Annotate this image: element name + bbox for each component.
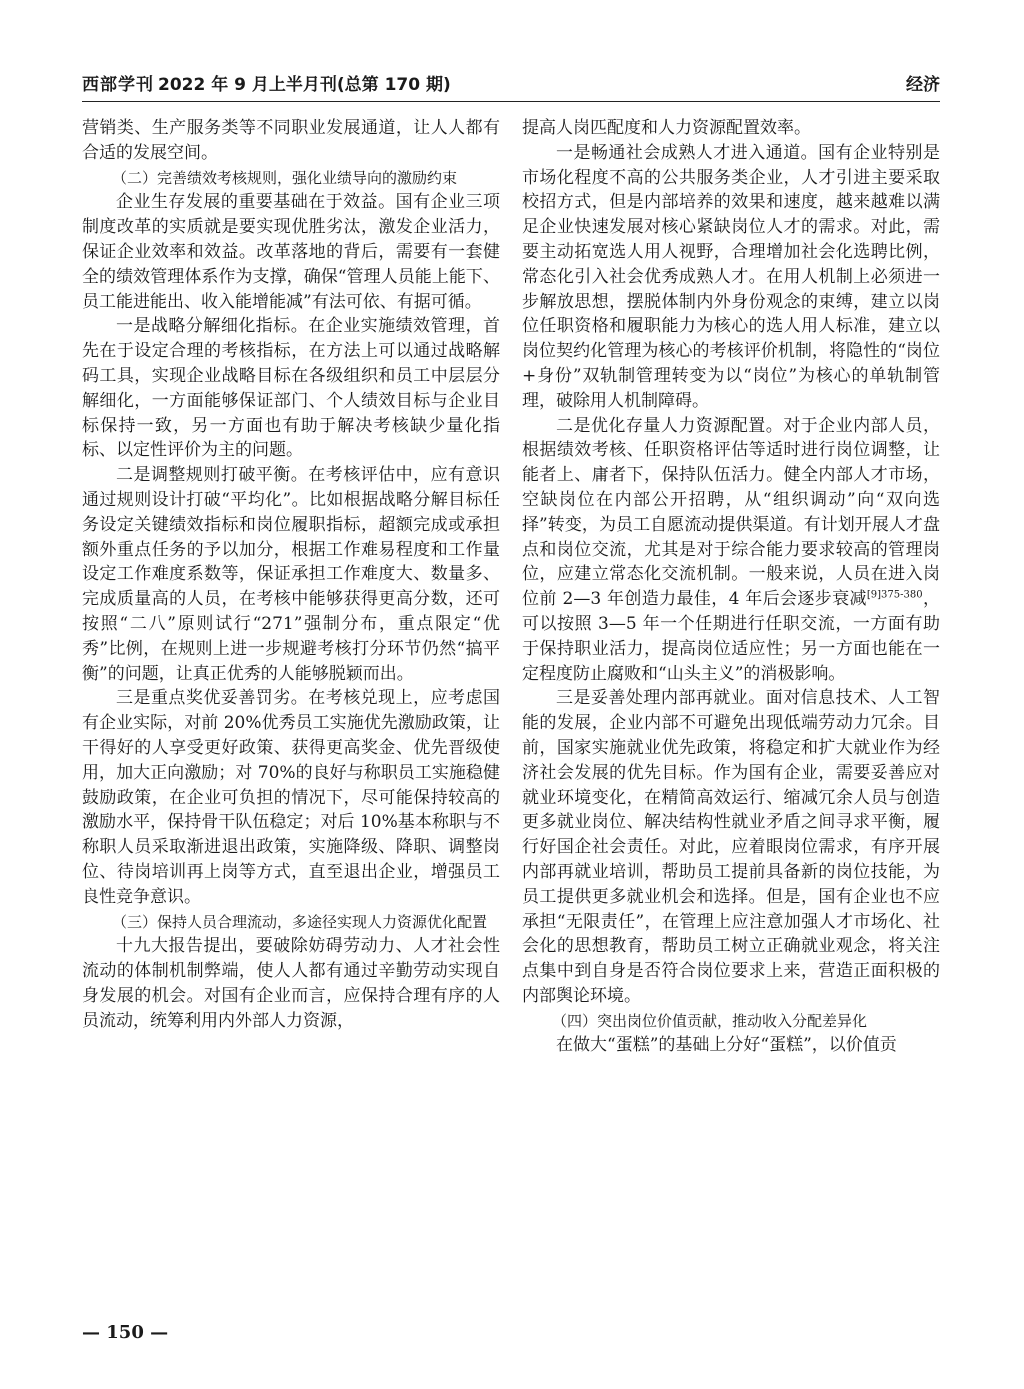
section-heading: （四）突出岗位价值贡献，推动收入分配差异化 — [552, 1011, 868, 1030]
left-column — [82, 116, 500, 1033]
paragraph: 十九大报告提出，要破除妨碍劳动力、人才社会性流动的体制机制弊端，使人人都有通过辛勤劳动实现自身发展的机会。对国有企业而言，应保持合理有序的人员流动，统筹利用内外部人力资源， — [82, 936, 500, 1031]
paragraph: 三是重点奖优妥善罚劣。在考核兑现上，应考虑国有企业实际，对前 20%优秀员工实施优先激励政策，让干得好的人享受更好政策、获得更高奖金、优先晋级使用，加大正向激励；对 70%的良好与称职员工实施稳健鼓励政策，在企业可负担的情况下，尽可能保持较高的激励水平，保持骨干队伍稳定；对后 10%基本称职与不称职人员采取渐进退出政策，实施降级、降职、调整岗位、待岗培训再上岗等方式，直至退出企业，增强员工良性竞争意识。 — [82, 688, 500, 907]
paragraph: 一是畅通社会成熟人才进入通道。国有企业特别是市场化程度不高的公共服务类企业，人才引进主要采取校招方式，但是内部培养的效果和速度，越来越难以满足企业快速发展对核心紧缺岗位人才的需求。对此，需要主动拓宽选人用人视野，合理增加社会化选聘比例，常态化引入社会优秀成熟人才。在用人机制上必须进一步解放思想，摆脱体制内外身份观念的束缚，建立以岗位任职资格和履职能力为核心的选人用人标准，建立以岗位契约化管理为核心的考核评价机制，将隐性的“岗位+身份”双轨制管理转变为以“岗位”为核心的单轨制管理，破除用人机制障碍。 — [522, 142, 940, 411]
issue-info: 2022 年 9 月上半月刊(总第 170 期) — [158, 75, 451, 95]
running-header — [82, 70, 940, 98]
paragraph: 在做大“蛋糕”的基础上分好“蛋糕”，以价值贡 — [556, 1035, 897, 1056]
right-column — [522, 116, 940, 1058]
paragraph-text: 二是优化存量人力资源配置。对于企业内部人员，根据绩效考核、任职资格评估等适时进行岗位调整，让能者上、庸者下，保持队伍活力。健全内部人才市场，空缺岗位在内部公开招聘，从“组织调动”向“双向选择”转变，为员工自愿流动提供渠道。有计划开展人才盘点和岗位交流，尤其是对于综合能力要求较高的管理岗位，应建立常态化交流机制。一般来说，人员在进入岗位前 2—3 年创造力最佳，4 年后会逐步衰减 — [522, 415, 940, 610]
section-label: 经济 — [906, 75, 940, 95]
paragraph — [522, 414, 940, 687]
section-heading: （三）保持人员合理流动，多途径实现人力资源优化配置 — [112, 912, 488, 931]
paragraph: 二是调整规则打破平衡。在考核评估中，应有意识通过规则设计打破“平均化”。比如根据战略分解目标任务设定关键绩效指标和岗位履职指标，超额完成或承担额外重点任务的予以加分，根据工作难易程度和工作量设定工作难度系数等，保证承担工作难度大、数量多、完成质量高的人员，在考核中能够获得更高分数，还可按照“二八”原则试行“271”强制分布，重点限定“优秀”比例，在规则上进一步规避考核打分环节仍然“搞平衡”的问题，让真正优秀的人能够脱颖而出。 — [82, 465, 500, 684]
header-rule — [82, 101, 940, 102]
paragraph: 企业生存发展的重要基础在于效益。国有企业三项制度改革的实质就是要实现优胜劣汰，激发企业活力，保证企业效率和效益。改革落地的背后，需要有一套健全的绩效管理体系作为支撑，确保“管理人员能上能下、员工能进能出、收入能增能减”有法可依、有据可循。 — [82, 192, 500, 312]
paragraph: 一是战略分解细化指标。在企业实施绩效管理，首先在于设定合理的考核指标，在方法上可以通过战略解码工具，实现企业战略目标在各级组织和员工中层层分解细化，一方面能够保证部门、个人绩效目标与企业目标保持一致，另一方面也有助于解决考核缺少量化指标、以定性评价为主的问题。 — [82, 316, 500, 461]
paragraph: 营销类、生产服务类等不同职业发展通道，让人人都有合适的发展空间。 — [82, 118, 500, 163]
paragraph: 提高人岗匹配度和人力资源配置效率。 — [522, 118, 811, 138]
paragraph: 三是妥善处理内部再就业。面对信息技术、人工智能的发展，企业内部不可避免出现低端劳动力冗余。目前，国家实施就业优先政策，将稳定和扩大就业作为经济社会发展的优先目标。作为国有企业，需要妥善应对就业环境变化，在精简高效运行、缩减冗余人员与创造更多就业岗位、解决结构性就业矛盾之间寻求平衡，履行好国企社会责任。对此，应着眼岗位需求，有序开展内部再就业培训，帮助员工提前具备新的岗位技能，为员工提供更多就业机会和选择。但是，国有企业也不应承担“无限责任”，在管理上应注意加强人才市场化、社会化的思想教育，帮助员工树立正确就业观念，将关注点集中到自身是否符合岗位要求上来，营造正面积极的内部舆论环境。 — [522, 688, 940, 1006]
paragraph-text: ，可以按照 3—5 年一个任期进行任职交流，一方面有助于保持职业活力，提高岗位适应性；另一方面也能在一定程度防止腐败和“山头主义”的消极影响。 — [522, 589, 940, 684]
page-number: — 150 — — [82, 1322, 169, 1343]
section-heading: （二）完善绩效考核规则，强化业绩导向的激励约束 — [112, 168, 458, 187]
journal-logo: 西部学刊 — [82, 75, 154, 95]
citation-superscript: [9]375-380 — [866, 589, 923, 601]
